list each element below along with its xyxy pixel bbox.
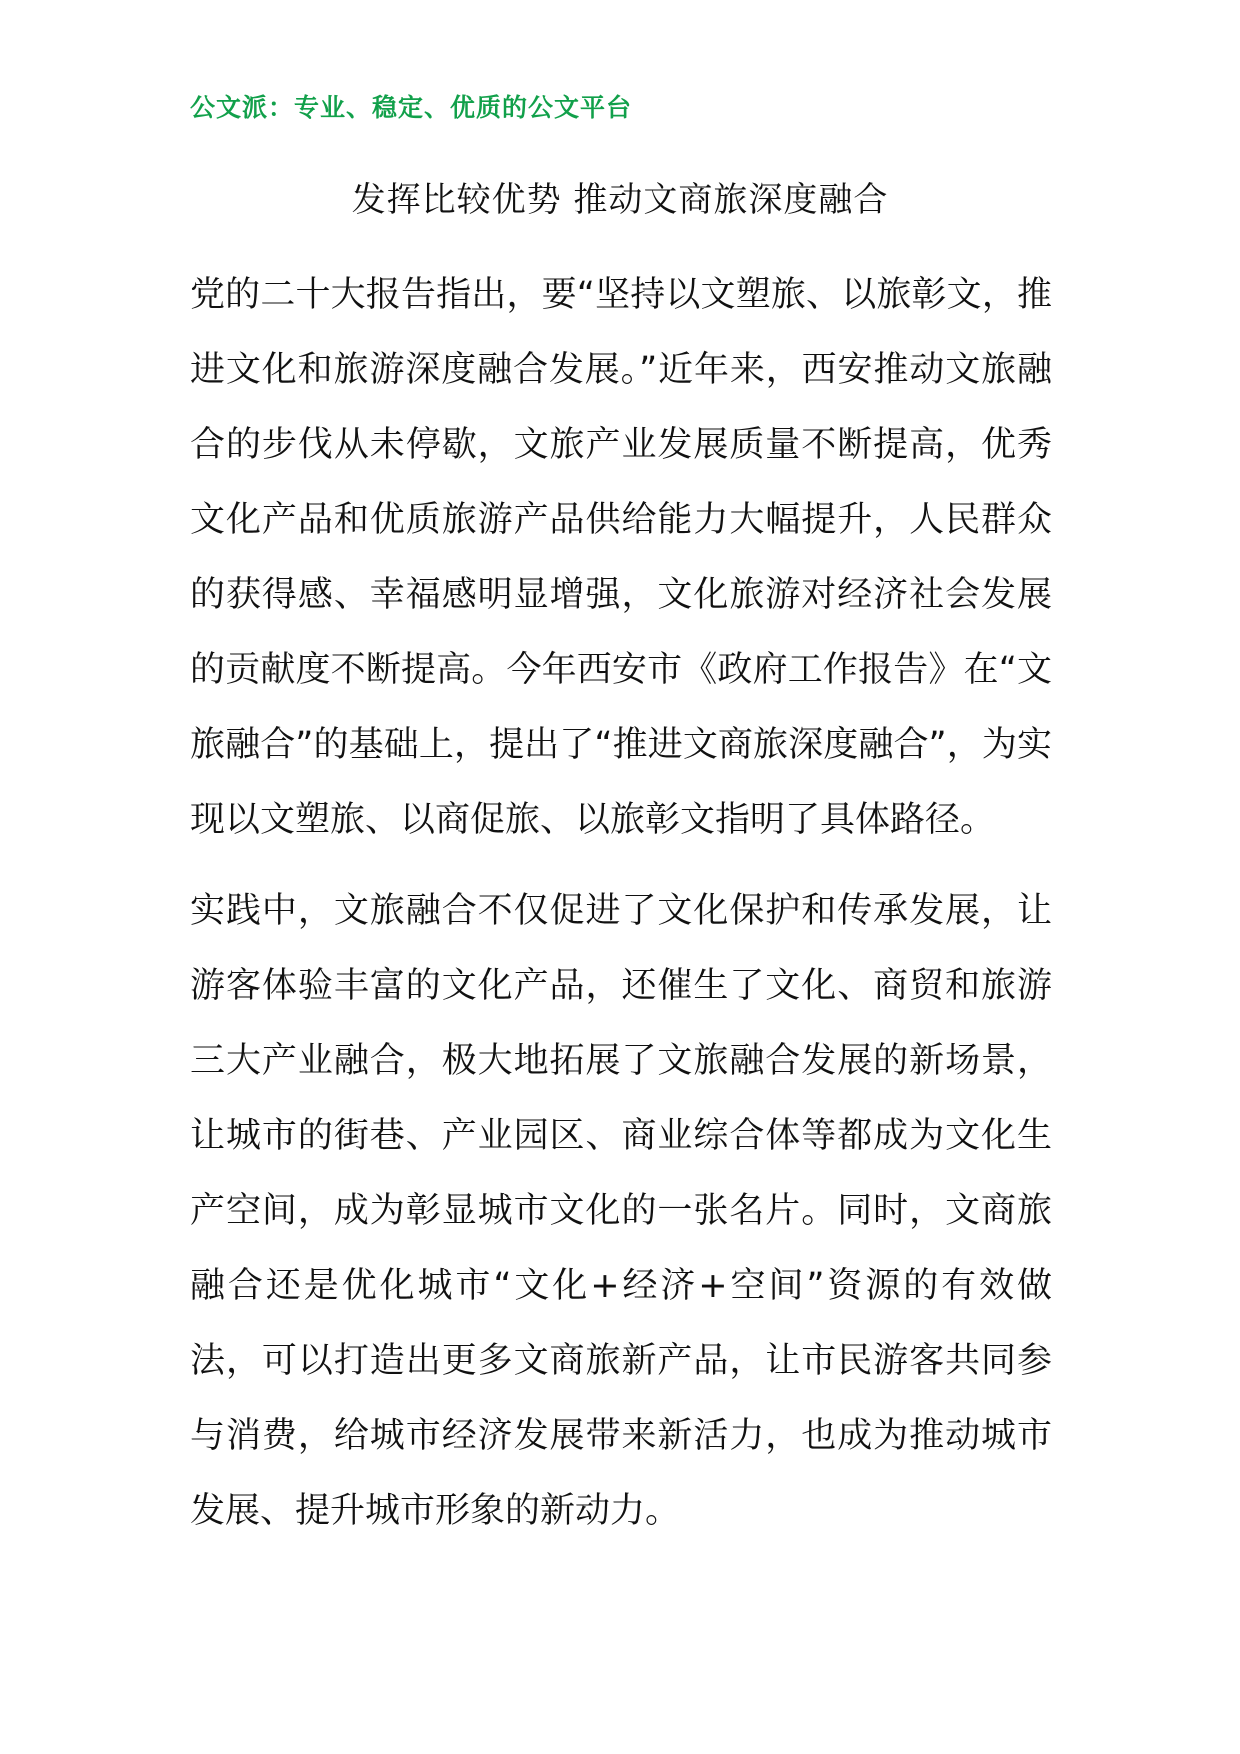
paragraph-2: 实践中，文旅融合不仅促进了文化保护和传承发展，让游客体验丰富的文化产品，还催生了文化、商贸和旅游三大产业融合，极大地拓展了文旅融合发展的新场景，让城市的街巷、产业园区、商业综合体等都成为文化生产空间，成为彰显城市文化的一张名片。同时，文商旅融合还是优化城市“文化+经济+空间”资源的有效做法，可以打造出更多文商旅新产品，让市民游客共同参与消费，给城市经济发展带来新活力，也成为推动城市发展、提升城市形象的新动力。 [190, 891, 1052, 1531]
document-body [190, 258, 1052, 1549]
paragraph-1: 党的二十大报告指出，要“坚持以文塑旅、以旅彰文，推进文化和旅游深度融合发展。”近年来，西安推动文旅融合的步伐从未停歇，文旅产业发展质量不断提高，优秀文化产品和优质旅游产品供给能力大幅提升，人民群众的获得感、幸福感明显增强，文化旅游对经济社会发展的贡献度不断提高。今年西安市《政府工作报告》在“文旅融合”的基础上，提出了“推进文商旅深度融合”，为实现以文塑旅、以商促旅、以旅彰文指明了具体路径。 [190, 275, 1052, 840]
document-title: 发挥比较优势 推动文商旅深度融合 [351, 180, 889, 220]
header-brand-text: 公文派：专业、稳定、优质的公文平台 [190, 93, 633, 122]
